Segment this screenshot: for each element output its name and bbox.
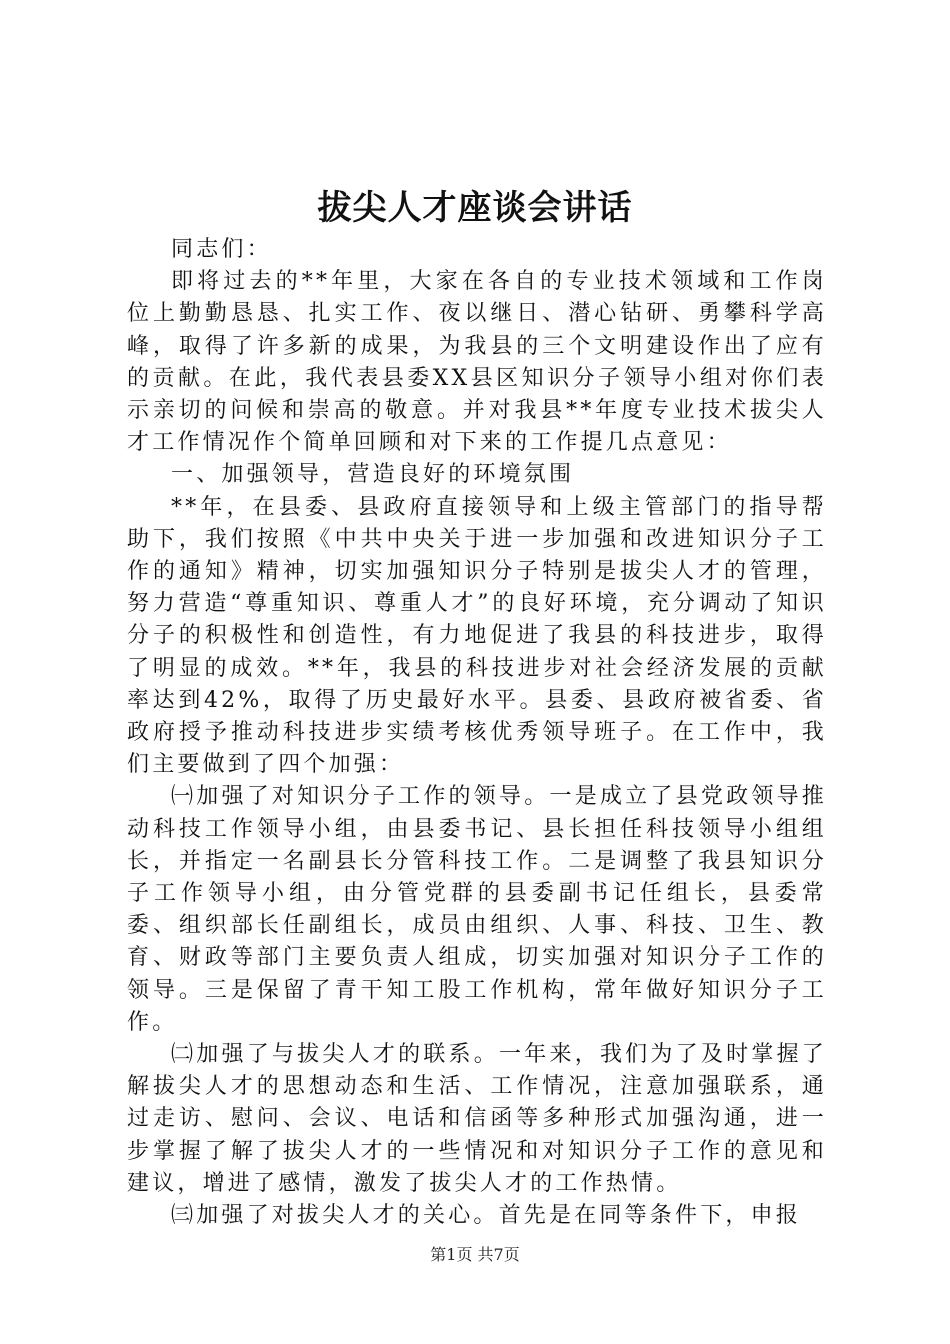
salutation: 同志们： [171, 237, 272, 262]
body-paragraph: ㈢加强了对拔尖人才的关心。首先是在同等条件下，申报 [171, 1203, 802, 1229]
document-title: 拔尖人才座谈会讲话 [317, 188, 633, 228]
section-heading: 一、加强领导，营造良好的环境氛围 [171, 462, 575, 488]
page-number: 第1页 共7页 [430, 1245, 520, 1264]
body-paragraph: ㈡加强了与拔尖人才的联系。一年来，我们为了及时掌握了解拔尖人才的思想动态和生活、工作情况，注意加强联系，通过走访、慰问、会议、电话和信函等多种形式加强沟通，进一步掌握了解了拔尖人才的一些情况和对知识分子工作的意见和建议，增进了感情，激发了拔尖人才的工作热情。 [127, 1042, 827, 1196]
body-paragraph: ㈠加强了对知识分子工作的领导。一是成立了县党政领导推动科技工作领导小组，由县委书记、县长担任科技领导小组组长，并指定一名副县长分管科技工作。二是调整了我县知识分子工作领导小组，由分管党群的县委副书记任组长，县委常委、组织部长任副组长，成员由组织、人事、科技、卫生、教育、财政等部门主要负责人组成，切实加强对知识分子工作的领导。三是保留了青干知工股工作机构，常年做好知识分子工作。 [127, 784, 827, 1035]
intro-paragraph: 即将过去的**年里，大家在各自的专业技术领域和工作岗位上勤勤恳恳、扎实工作、夜以继日、潜心钻研、勇攀科学高峰，取得了许多新的成果，为我县的三个文明建设作出了应有的贡献。在此，我代表县委XX县区知识分子领导小组对你们表示亲切的问候和崇高的敬意。并对我县**年度专业技术拔尖人才工作情况作个简单回顾和对下来的工作提几点意见： [127, 269, 827, 456]
document-body [127, 234, 827, 1232]
body-paragraph: **年，在县委、县政府直接领导和上级主管部门的指导帮助下，我们按照《中共中央关于进一步加强和改进知识分子工作的通知》精神，切实加强知识分子特别是拔尖人才的管理，努力营造“尊重知识、尊重人才”的良好环境，充分调动了知识分子的积极性和创造性，有力地促进了我县的科技进步，取得了明显的成效。**年，我县的科技进步对社会经济发展的贡献率达到42%，取得了历史最好水平。县委、县政府被省委、省政府授予推动科技进步实绩考核优秀领导班子。在工作中，我们主要做到了四个加强： [127, 494, 827, 778]
